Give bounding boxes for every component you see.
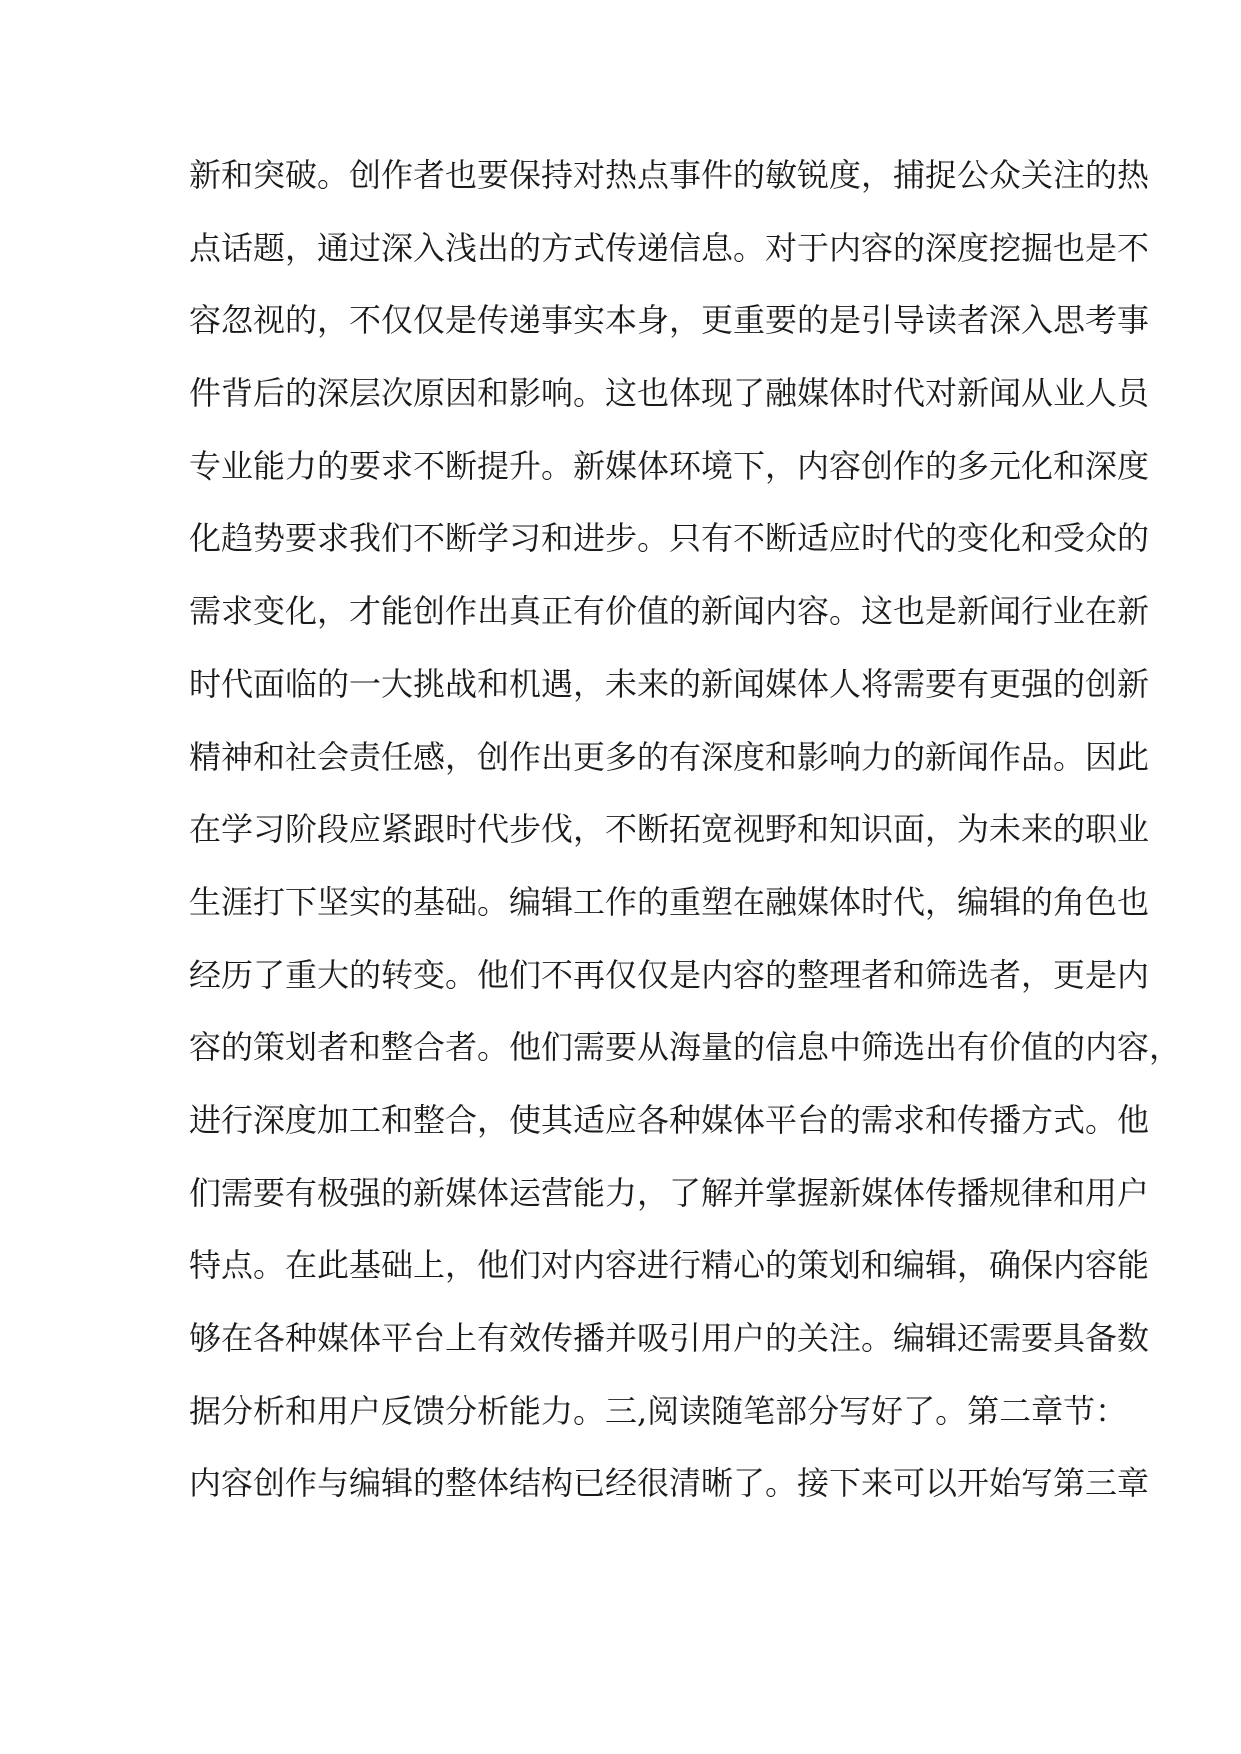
text-line: 特点。在此基础上，他们对内容进行精心的策划和编辑，确保内容能 — [189, 1246, 1150, 1285]
text-line: 够在各种媒体平台上有效传播并吸引用户的关注。编辑还需要具备数 — [189, 1319, 1150, 1357]
text-line: 精神和社会责任感，创作出更多的有深度和影响力的新闻作品。因此 — [189, 737, 1150, 776]
text-line: 进行深度加工和整合，使其适应各种媒体平台的需求和传播方式。他 — [189, 1100, 1150, 1139]
text-line: 内容创作与编辑的整体结构已经很清晰了。接下来可以开始写第三章 — [189, 1464, 1150, 1503]
text-line: 生涯打下坚实的基础。编辑工作的重塑在融媒体时代，编辑的角色也 — [189, 882, 1150, 921]
text-line: 容的策划者和整合者。他们需要从海量的信息中筛选出有价值的内容， — [189, 1028, 1182, 1067]
text-line: 在学习阶段应紧跟时代步伐，不断拓宽视野和知识面，为未来的职业 — [189, 810, 1150, 849]
body-text — [189, 149, 1182, 1530]
text-line: 容忽视的，不仅仅是传递事实本身，更重要的是引导读者深入思考事 — [189, 301, 1150, 340]
text-line: 化趋势要求我们不断学习和进步。只有不断适应时代的变化和受众的 — [189, 519, 1150, 558]
text-line: 专业能力的要求不断提升。新媒体环境下，内容创作的多元化和深度 — [189, 446, 1150, 485]
text-line: 新和突破。创作者也要保持对热点事件的敏锐度，捕捉公众关注的热 — [189, 156, 1150, 194]
text-line: 据分析和用户反馈分析能力。三,阅读随笔部分写好了。第二章节： — [189, 1391, 1128, 1430]
text-line: 们需要有极强的新媒体运营能力，了解并掌握新媒体传播规律和用户 — [189, 1173, 1150, 1212]
text-line: 点话题，通过深入浅出的方式传递信息。对于内容的深度挖掘也是不 — [189, 228, 1150, 267]
text-line: 需求变化，才能创作出真正有价值的新闻内容。这也是新闻行业在新 — [189, 592, 1150, 631]
text-line: 经历了重大的转变。他们不再仅仅是内容的整理者和筛选者，更是内 — [189, 955, 1150, 994]
text-line: 件背后的深层次原因和影响。这也体现了融媒体时代对新闻从业人员 — [189, 374, 1150, 413]
text-line: 时代面临的一大挑战和机遇，未来的新闻媒体人将需要有更强的创新 — [189, 664, 1150, 703]
